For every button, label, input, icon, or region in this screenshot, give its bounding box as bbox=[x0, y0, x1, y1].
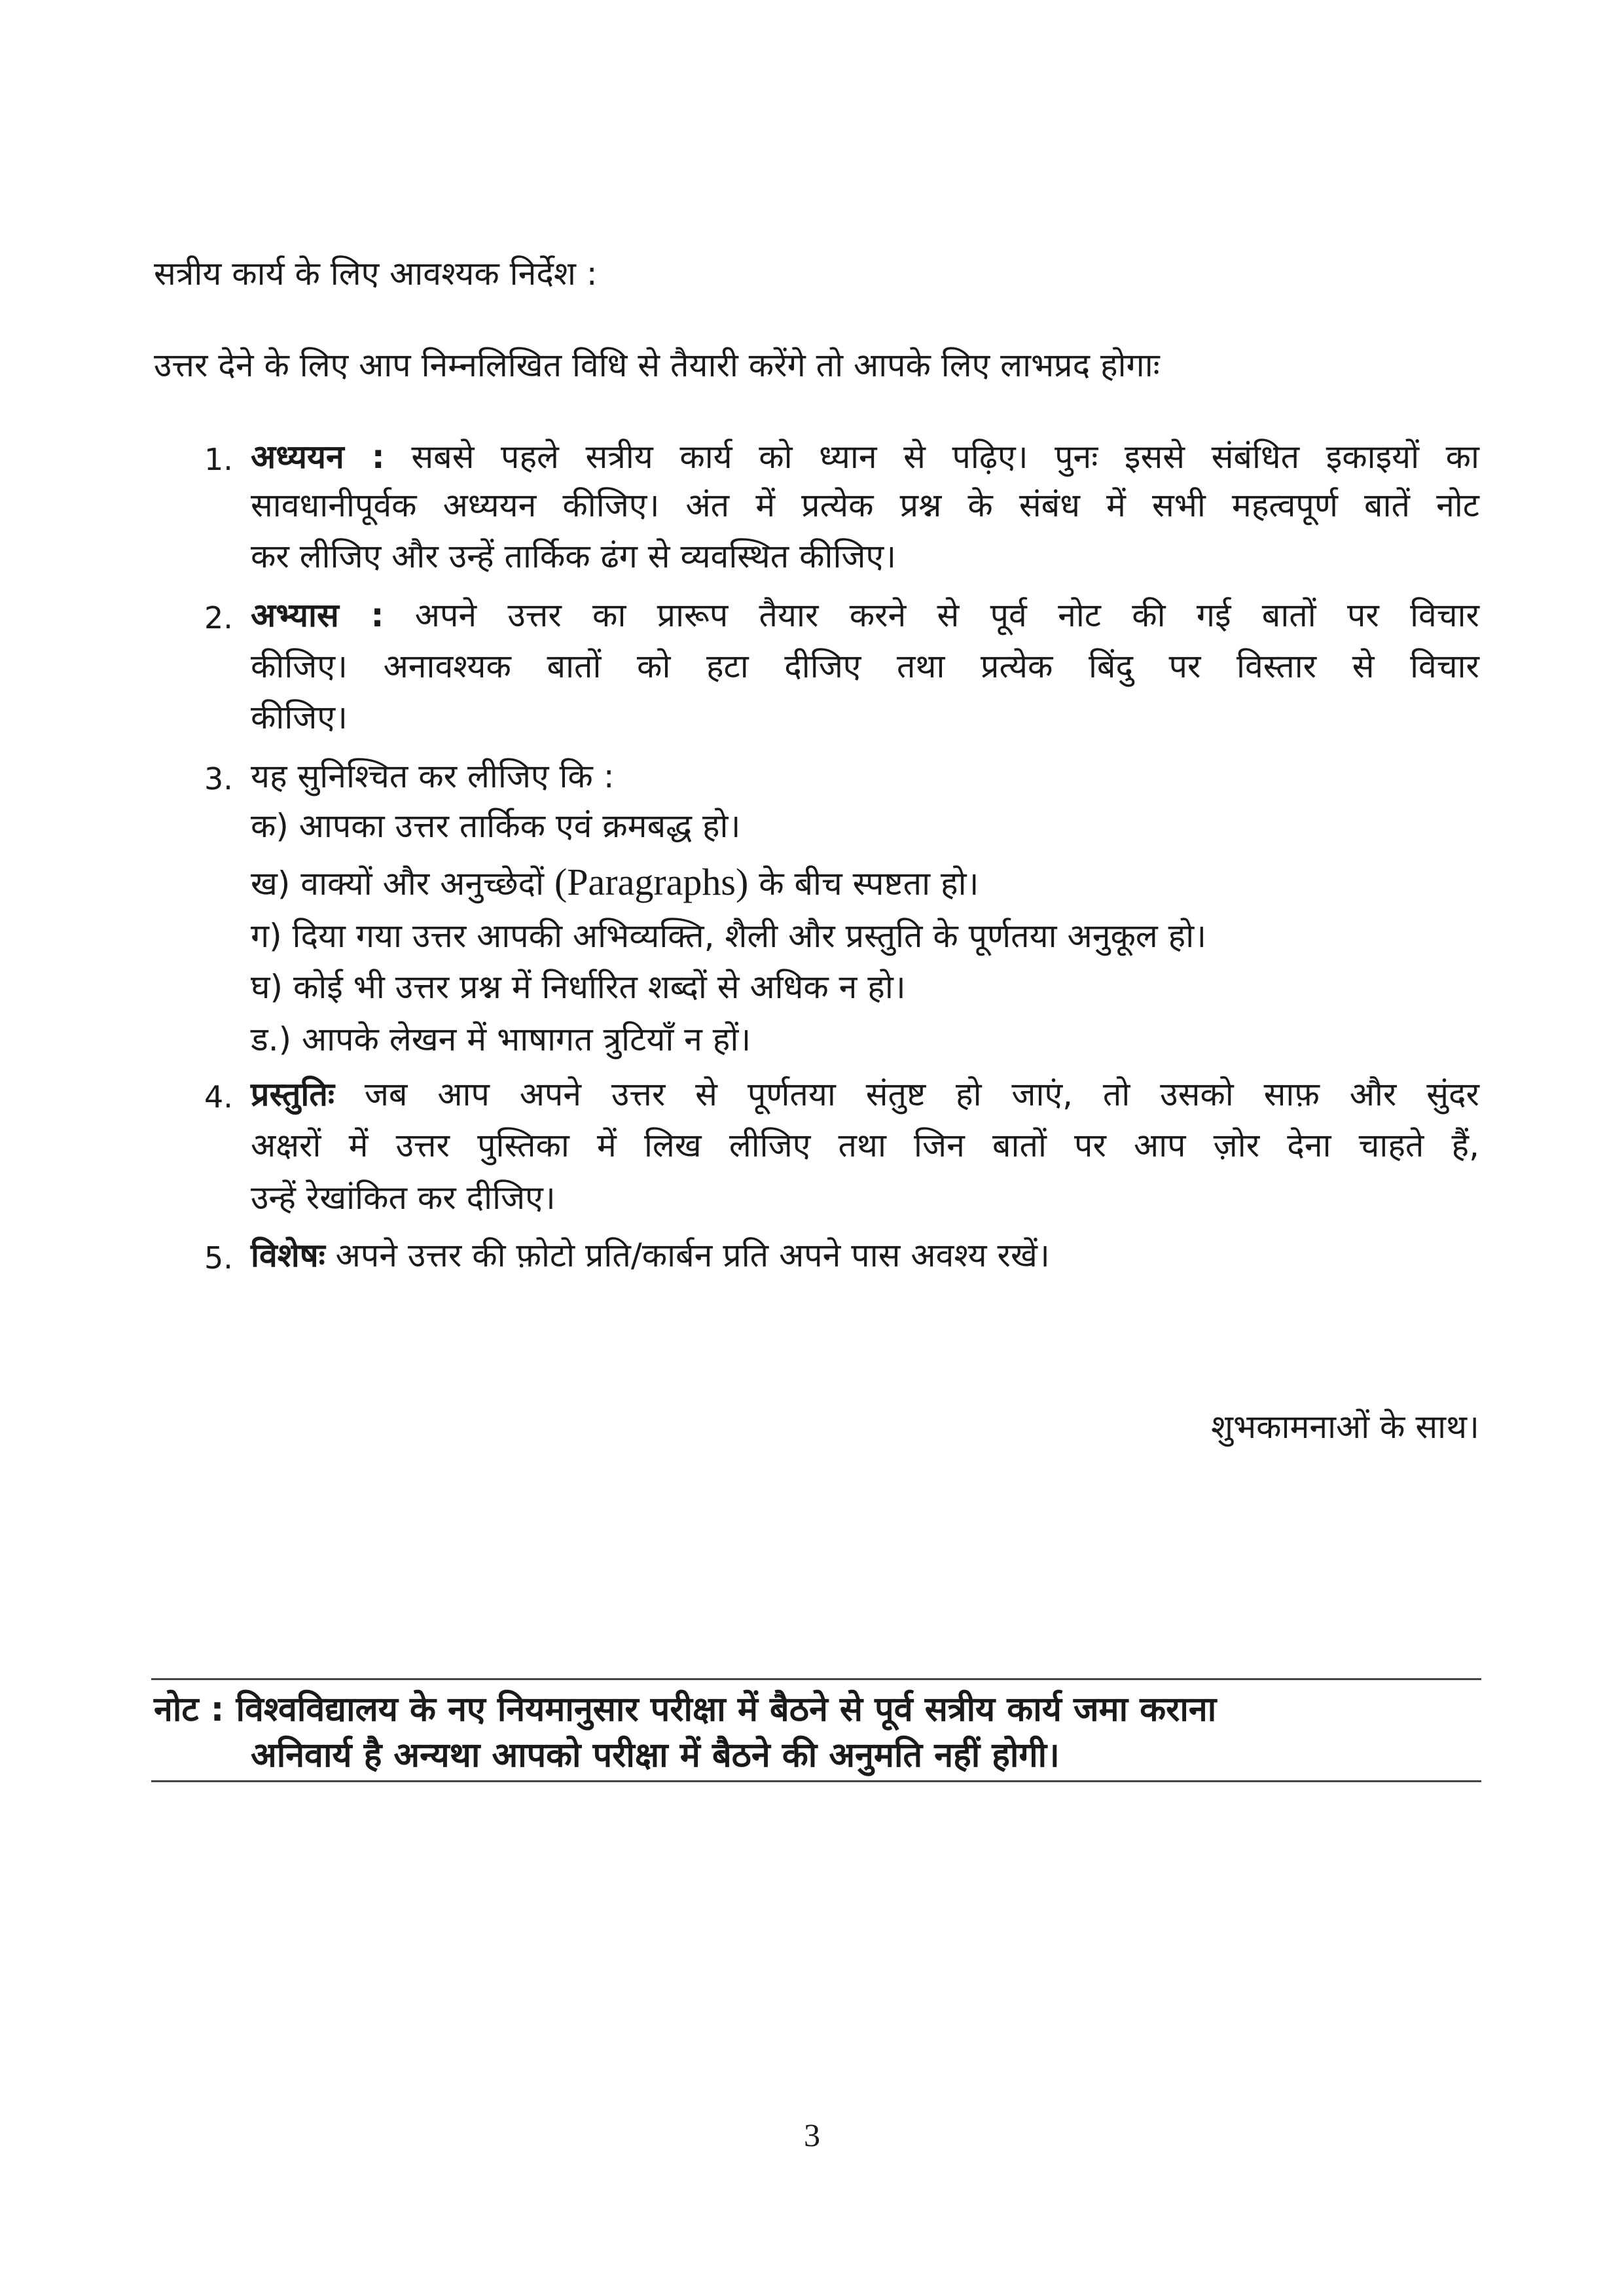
intro-text: उत्तर देने के लिए आप निम्नलिखित विधि से तैयारी करेंगे तो आपके लिए लाभप्रद होगाः bbox=[154, 346, 1160, 384]
item-3-number: 3. bbox=[204, 761, 233, 797]
note-line-2: अनिवार्य है अन्यथा आपको परीक्षा में बैठने की अनुमति नहीं होगी। bbox=[251, 1736, 1060, 1775]
subitem-c: ग) दिया गया उत्तर आपकी अभिव्यक्ति, शैली और प्रस्तुति के पूर्णतया अनुकूल हो। bbox=[251, 917, 1207, 955]
item-3-text: यह सुनिश्चित कर लीजिए कि : bbox=[251, 757, 615, 795]
item-4-line-2: अक्षरों में उत्तर पुस्तिका में लिख लीजिए तथा जिन बातों पर आप ज़ोर देना चाहते हैं, bbox=[251, 1126, 1479, 1164]
item-5-line-1 bbox=[251, 1236, 1050, 1275]
item-2-line-2: कीजिए। अनावश्यक बातों को हटा दीजिए तथा प्रत्येक बिंदु पर विस्तार से विचार bbox=[251, 647, 1479, 685]
item-4-term: प्रस्तुतिः bbox=[251, 1075, 334, 1113]
item-2-term: अभ्यास : bbox=[251, 596, 384, 634]
item-1-term: अध्ययन : bbox=[251, 438, 385, 476]
page-number: 3 bbox=[804, 2117, 820, 2153]
subitem-a: क) आपका उत्तर तार्किक एवं क्रमबद्ध हो। bbox=[251, 807, 741, 845]
item-4-text-1: जब आप अपने उत्तर से पूर्णतया संतुष्ट हो जाएं, तो उसको साफ़ और सुंदर bbox=[364, 1075, 1480, 1113]
subitem-b bbox=[251, 863, 979, 903]
item-1-text-1: सबसे पहले सत्रीय कार्य को ध्यान से पढ़िए। पुनः इससे संबंधित इकाइयों का bbox=[411, 438, 1479, 476]
item-1-line-3: कर लीजिए और उन्हें तार्किक ढंग से व्यवस्थित कीजिए। bbox=[251, 537, 897, 575]
subitem-d: घ) कोई भी उत्तर प्रश्न में निर्धारित शब्दों से अधिक न हो। bbox=[251, 968, 906, 1006]
subitem-e: ड.) आपके लेखन में भाषागत त्रुटियाँ न हों। bbox=[251, 1020, 751, 1058]
item-4-number: 4. bbox=[204, 1079, 233, 1115]
item-1-line-2: सावधानीपूर्वक अध्ययन कीजिए। अंत में प्रत्येक प्रश्न के संबंध में सभी महत्वपूर्ण बातें नोट bbox=[251, 486, 1479, 524]
note-line-1: नोट : विश्वविद्यालय के नए नियमानुसार परीक्षा में बैठने से पूर्व सत्रीय कार्य जमा कराना bbox=[154, 1690, 1217, 1729]
item-4-line-3: उन्हें रेखांकित कर दीजिए। bbox=[251, 1179, 556, 1217]
instructions-heading: सत्रीय कार्य के लिए आवश्यक निर्देश : bbox=[154, 255, 598, 293]
item-2-line-1 bbox=[251, 596, 1479, 635]
subitem-b-post: के बीच स्पष्टता हो। bbox=[759, 865, 979, 903]
item-5-text-1: अपने उत्तर की फ़ोटो प्रति/कार्बन प्रति अपने पास अवश्य रखें। bbox=[335, 1236, 1050, 1274]
item-2-line-3: कीजिए। bbox=[251, 698, 348, 736]
item-1-number: 1. bbox=[204, 442, 233, 477]
item-5-number: 5. bbox=[204, 1240, 233, 1276]
item-2-number: 2. bbox=[204, 600, 233, 636]
subitem-b-latin: (Paragraphs) bbox=[554, 861, 749, 903]
item-2-text-1: अपने उत्तर का प्रारूप तैयार करने से पूर्व नोट की गई बातों पर विचार bbox=[414, 596, 1479, 634]
closing-text: शुभकामनाओं के साथ। bbox=[1210, 1408, 1479, 1446]
note-bottom-rule bbox=[151, 1780, 1481, 1782]
item-5-term: विशेषः bbox=[251, 1236, 325, 1274]
note-top-rule bbox=[151, 1678, 1481, 1680]
item-4-line-1 bbox=[251, 1075, 1479, 1114]
subitem-b-pre: ख) वाक्यों और अनुच्छेदों bbox=[251, 865, 545, 903]
item-1-line-1 bbox=[251, 437, 1479, 476]
